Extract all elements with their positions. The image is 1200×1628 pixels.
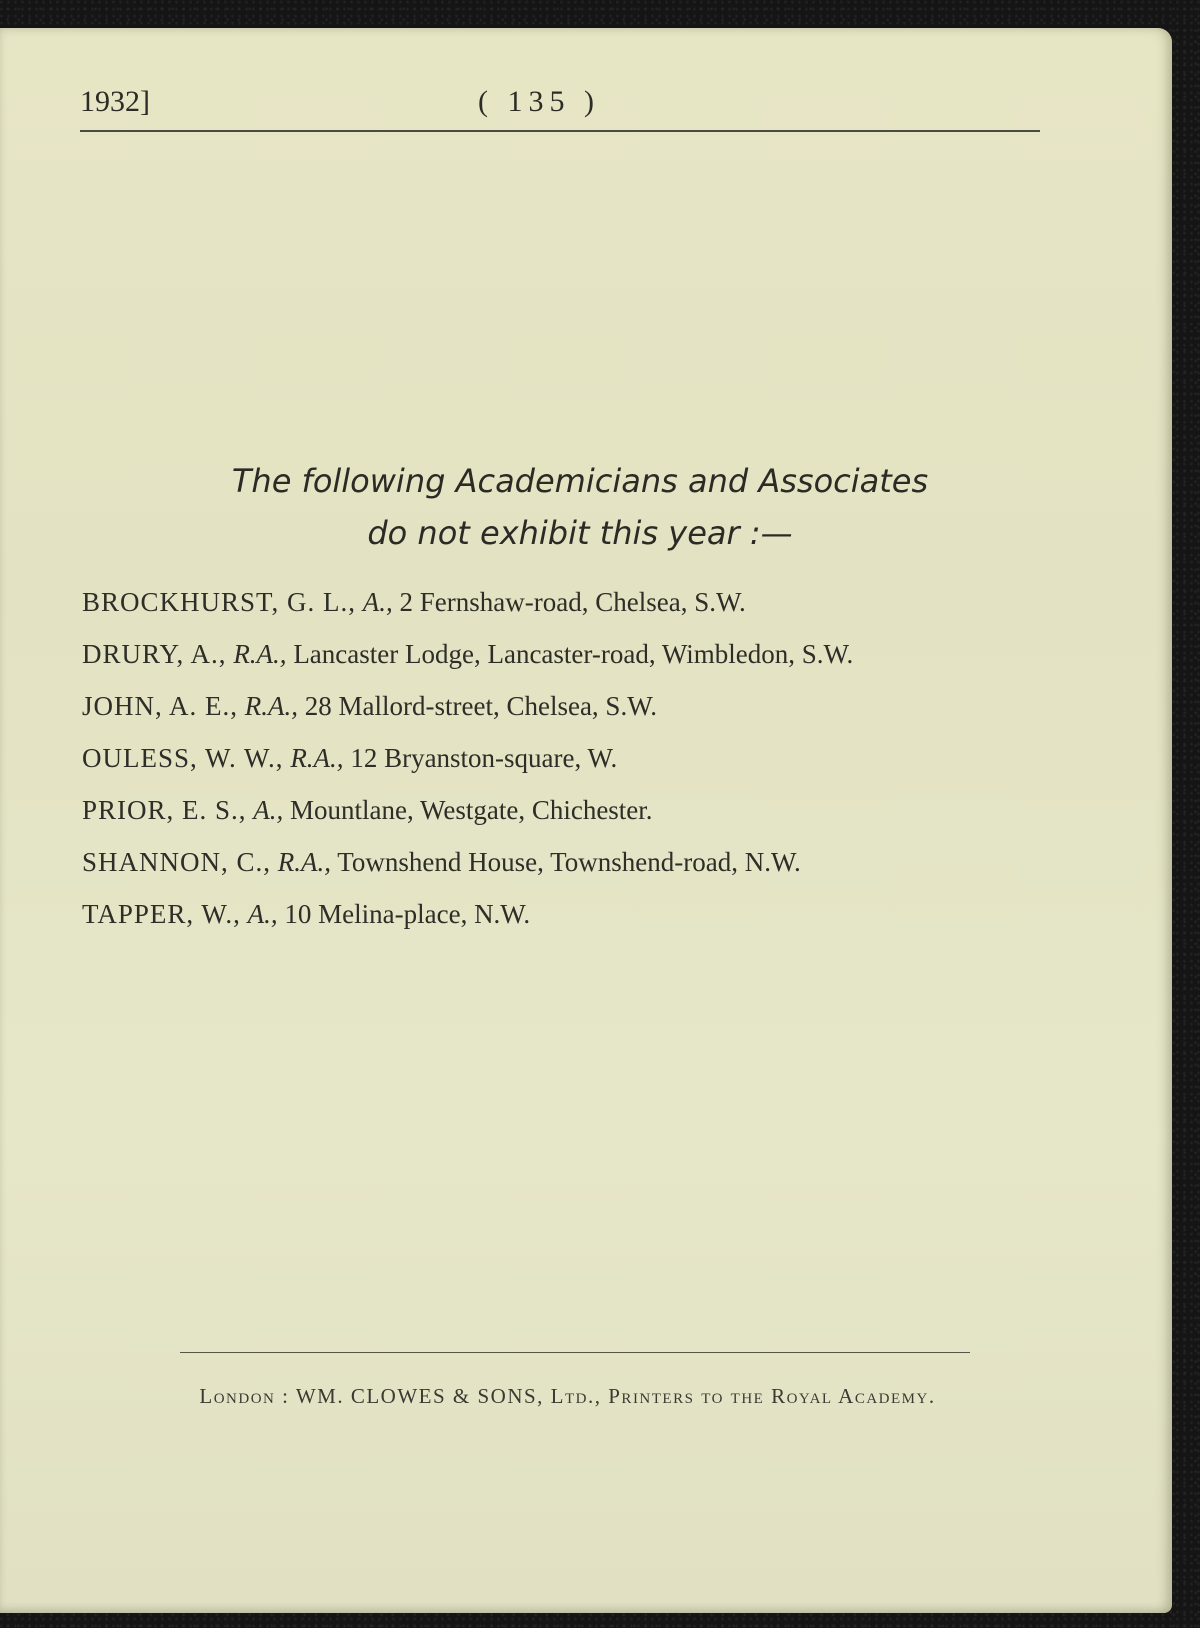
member-address: 10 Melina-place, N.W. (284, 899, 531, 929)
member-name: OULESS, W. W., (82, 743, 284, 773)
member-name: BROCKHURST, G. L., (82, 587, 357, 617)
member-name: JOHN, A. E., (82, 691, 239, 721)
list-item (82, 894, 1047, 934)
member-rank: A., (253, 795, 284, 825)
member-rank: R.A., (277, 847, 332, 877)
header-rule (80, 130, 1040, 132)
member-address: Mountlane, Westgate, Chichester. (290, 795, 653, 825)
member-address: 2 Fernshaw-road, Chelsea, S.W. (399, 587, 746, 617)
member-name: PRIOR, E. S., (82, 795, 247, 825)
list-item (82, 582, 1047, 622)
member-address: Townshend House, Townshend-road, N.W. (337, 847, 801, 877)
list-item (82, 842, 1047, 882)
member-rank: A., (362, 587, 393, 617)
section-heading (80, 455, 1080, 559)
list-item (82, 790, 1047, 830)
member-name: SHANNON, C., (82, 847, 272, 877)
member-rank: A., (247, 899, 278, 929)
list-item (82, 634, 1047, 674)
member-address: Lancaster Lodge, Lancaster-road, Wimbledon, S.W. (293, 639, 854, 669)
member-name: TAPPER, W., (82, 899, 241, 929)
list-item (82, 686, 1047, 726)
member-address: 28 Mallord-street, Chelsea, S.W. (304, 691, 657, 721)
page-number: ( 135 ) (478, 85, 600, 118)
list-item (82, 738, 1047, 778)
heading-line-1: The following Academicians and Associates (231, 462, 929, 500)
header-year: 1932] (80, 85, 150, 118)
member-rank: R.A., (244, 691, 299, 721)
member-list (82, 582, 1047, 946)
member-address: 12 Bryanston-square, W. (350, 743, 618, 773)
heading-line-2: do not exhibit this year :— (367, 514, 793, 552)
printer-imprint: London : WM. CLOWES & SONS, Ltd., Printers to the Royal Academy. (199, 1384, 936, 1408)
member-rank: R.A., (290, 743, 344, 773)
member-name: DRURY, A., (82, 639, 227, 669)
footer-rule (180, 1352, 970, 1353)
member-rank: R.A., (233, 639, 287, 669)
